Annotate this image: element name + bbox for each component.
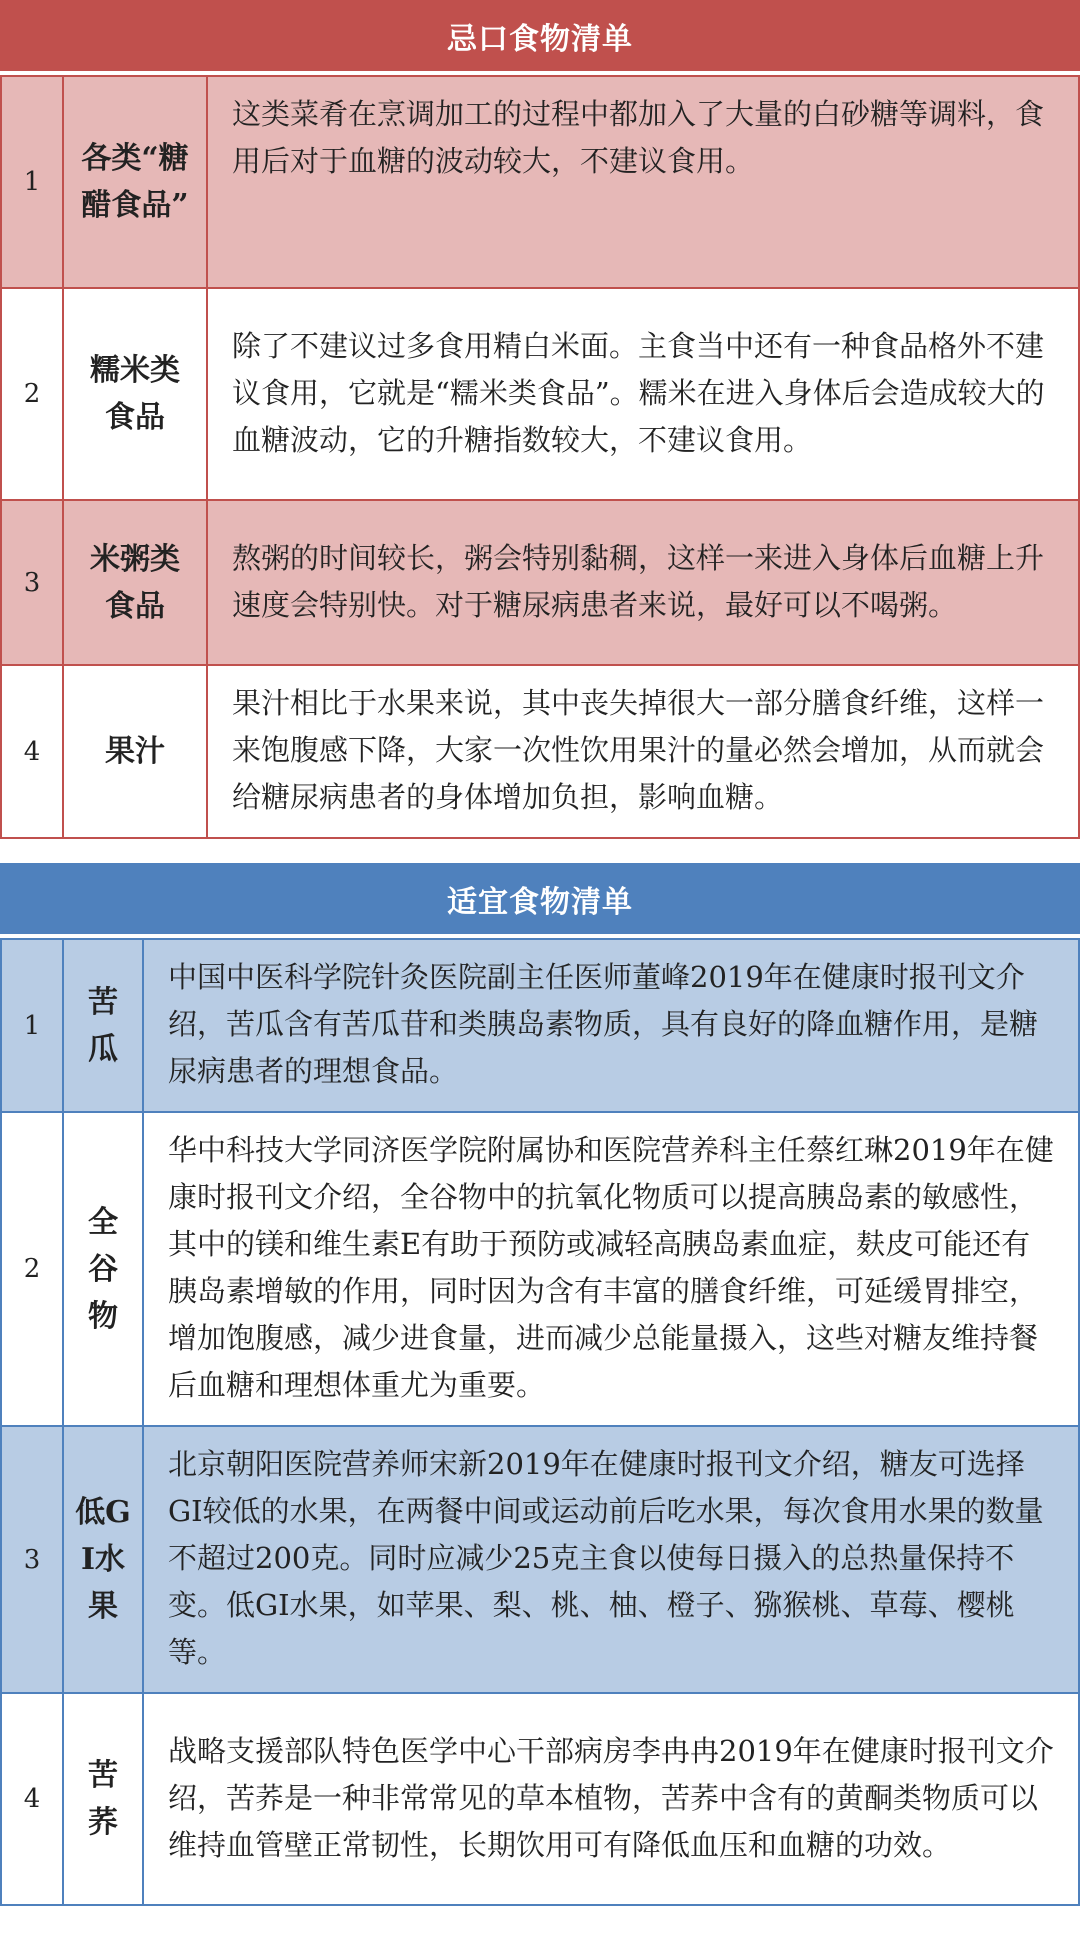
row-number: 3	[1, 500, 63, 665]
suitable-title: 适宜食物清单	[0, 863, 1080, 934]
food-description: 这类菜肴在烹调加工的过程中都加入了大量的白砂糖等调料，食用后对于血糖的波动较大，不建议食用。	[207, 76, 1079, 288]
suitable-section	[0, 863, 1080, 1906]
avoid-section	[0, 0, 1080, 839]
row-number: 1	[1, 939, 63, 1112]
row-number: 4	[1, 1693, 63, 1905]
food-description: 果汁相比于水果来说，其中丧失掉很大一部分膳食纤维，这样一来饱腹感下降，大家一次性饮用果汁的量必然会增加，从而就会给糖尿病患者的身体增加负担，影响血糖。	[207, 665, 1079, 838]
food-description: 中国中医科学院针灸医院副主任医师董峰2019年在健康时报刊文介绍，苦瓜含有苦瓜苷和类胰岛素物质，具有良好的降血糖作用，是糖尿病患者的理想食品。	[143, 939, 1079, 1112]
table-row	[1, 288, 1079, 500]
food-name: 低GI水果	[63, 1426, 143, 1693]
table-row	[1, 1112, 1079, 1426]
food-description: 除了不建议过多食用精白米面。主食当中还有一种食品格外不建议食用，它就是“糯米类食品”。糯米在进入身体后会造成较大的血糖波动，它的升糖指数较大，不建议食用。	[207, 288, 1079, 500]
table-row	[1, 665, 1079, 838]
table-row	[1, 500, 1079, 665]
food-description: 熬粥的时间较长，粥会特别黏稠，这样一来进入身体后血糖上升速度会特别快。对于糖尿病患者来说，最好可以不喝粥。	[207, 500, 1079, 665]
food-name: 全谷物	[63, 1112, 143, 1426]
row-number: 3	[1, 1426, 63, 1693]
food-name: 各类“糖醋食品”	[63, 76, 207, 288]
row-number: 2	[1, 1112, 63, 1426]
avoid-table	[0, 75, 1080, 839]
table-row	[1, 1426, 1079, 1693]
table-row	[1, 939, 1079, 1112]
suitable-table	[0, 938, 1080, 1906]
food-name: 米粥类食品	[63, 500, 207, 665]
row-number: 1	[1, 76, 63, 288]
row-number: 2	[1, 288, 63, 500]
food-name: 苦荞	[63, 1693, 143, 1905]
food-description: 北京朝阳医院营养师宋新2019年在健康时报刊文介绍，糖友可选择GI较低的水果，在两餐中间或运动前后吃水果，每次食用水果的数量不超过200克。同时应减少25克主食以使每日摄入的总热量保持不变。低GI水果，如苹果、梨、桃、柚、橙子、猕猴桃、草莓、樱桃等。	[143, 1426, 1079, 1693]
avoid-title: 忌口食物清单	[0, 0, 1080, 71]
food-name: 果汁	[63, 665, 207, 838]
food-description: 战略支援部队特色医学中心干部病房李冉冉2019年在健康时报刊文介绍，苦荞是一种非常常见的草本植物，苦荞中含有的黄酮类物质可以维持血管壁正常韧性，长期饮用可有降低血压和血糖的功效。	[143, 1693, 1079, 1905]
table-row	[1, 1693, 1079, 1905]
food-name: 苦瓜	[63, 939, 143, 1112]
table-row	[1, 76, 1079, 288]
food-name: 糯米类食品	[63, 288, 207, 500]
row-number: 4	[1, 665, 63, 838]
food-description: 华中科技大学同济医学院附属协和医院营养科主任蔡红琳2019年在健康时报刊文介绍，全谷物中的抗氧化物质可以提高胰岛素的敏感性，其中的镁和维生素E有助于预防或减轻高胰岛素血症，麸皮可能还有胰岛素增敏的作用，同时因为含有丰富的膳食纤维，可延缓胃排空，增加饱腹感，减少进食量，进而减少总能量摄入，这些对糖友维持餐后血糖和理想体重尤为重要。	[143, 1112, 1079, 1426]
